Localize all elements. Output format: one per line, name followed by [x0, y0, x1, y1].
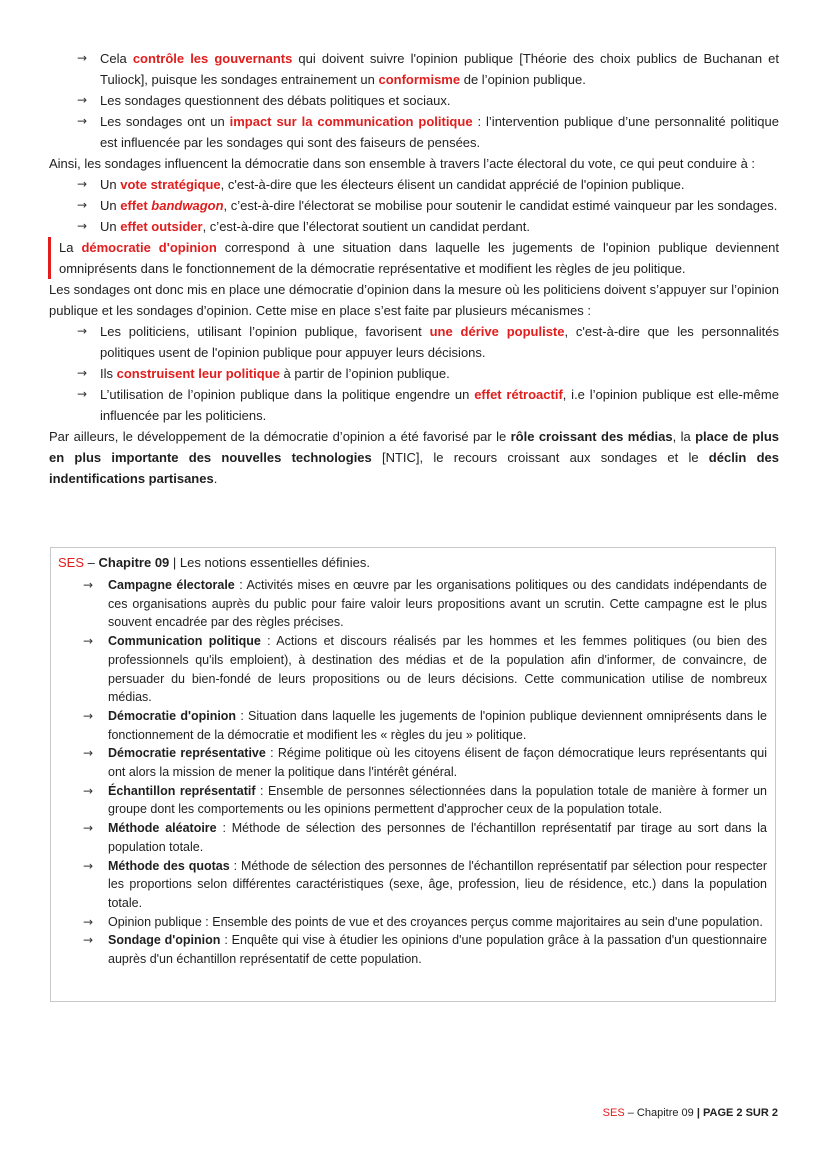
list-item — [49, 111, 779, 153]
text: , c’est-à-dire que l’électorat soutient un candidat perdant. — [202, 219, 530, 234]
glossary-item — [58, 576, 767, 632]
glossary-definition: : Ensemble de personnes sélectionnées dans la population totale de manière à former un groupe dont les comportements ou les opinions permettent d'approcher ceux de la population totale. — [108, 783, 767, 817]
text: Les politiciens, utilisant l’opinion publique, favorisent — [100, 324, 430, 339]
arrow-icon: → — [77, 177, 88, 191]
text: , c’est-à-dire l'électorat se mobilise pour soutenir le candidat estimé vainqueur par les sondages. — [223, 198, 778, 213]
footer-separator: | — [693, 1107, 703, 1119]
highlight: effet — [120, 198, 152, 213]
text: [NTIC], le recours croissant aux sondages et le — [371, 450, 709, 465]
glossary-item — [58, 913, 767, 932]
highlight: impact sur la communication politique — [229, 114, 473, 129]
glossary-list — [58, 576, 767, 969]
mechanism-list — [49, 321, 779, 426]
glossary-definition: : Situation dans laquelle les jugements de l'opinion publique deviennent omniprésents dans le fonctionnement de la démocratie et modifient les « règles du jeu » politique. — [108, 708, 768, 742]
arrow-icon: → — [77, 93, 88, 107]
arrow-icon: → — [83, 708, 94, 723]
glossary-term: Campagne électorale — [108, 578, 235, 592]
glossary-definition: : Régime politique où les citoyens élisent de façon démocratique leurs représentants qui ont alors la mission de mener la politique dans l'intérêt général. — [108, 746, 767, 780]
glossary-item — [58, 819, 767, 856]
paragraph-sondages: Les sondages ont donc mis en place une démocratie d’opinion dans la mesure où les politiciens doivent s’appuyer sur l’opinion publique et les sondages d’opinion. Cette mise en place s’est faite par plusieurs mécanismes : — [49, 282, 779, 318]
text: Par ailleurs, le développement de la démocratie d’opinion a été favorisé par le — [49, 429, 511, 444]
glossary-box — [50, 547, 776, 1002]
text: qui doivent suivre l'opinion publique [Théorie des choix publics de Buchanan et Tuliock], puisque les sondages entrainement un — [100, 51, 780, 87]
highlight: une dérive populiste — [429, 324, 565, 339]
glossary-term: Échantillon représentatif — [108, 783, 256, 798]
highlight: conformisme — [378, 72, 461, 87]
text: Un — [100, 219, 121, 234]
highlight: effet rétroactif — [474, 387, 563, 402]
highlight: vote stratégique — [120, 177, 221, 192]
text: Les sondages ont un — [100, 114, 230, 129]
title-rest: | Les notions essentielles définies. — [169, 555, 370, 570]
glossary-item — [58, 782, 767, 819]
page-footer — [603, 1107, 778, 1119]
bold-text: déclin des indentifications partisanes — [49, 450, 779, 486]
glossary-term: Méthode aléatoire — [108, 821, 217, 836]
highlight: démocratie d'opinion — [81, 240, 217, 255]
text: Cela — [100, 51, 133, 66]
glossary-item — [58, 744, 767, 781]
arrow-icon: → — [83, 746, 94, 761]
text: Un — [100, 177, 121, 192]
arrow-icon: → — [77, 198, 88, 212]
arrow-icon: → — [77, 51, 88, 65]
glossary-definition: Opinion publique : Ensemble des points de vue et des croyances perçus comme majoritaires au sein d'une population. — [108, 914, 763, 929]
list-item — [49, 384, 779, 426]
glossary-item — [58, 857, 767, 913]
highlight-italic: bandwagon — [151, 198, 224, 213]
vote-list — [49, 174, 779, 237]
list-item — [49, 174, 779, 195]
glossary-item — [58, 632, 767, 707]
arrow-icon: → — [83, 914, 94, 929]
text: , c'est-à-dire que les électeurs élisent un candidat apprécié de l'opinion publique. — [220, 177, 685, 192]
bold-text: rôle croissant des médias — [510, 429, 673, 444]
glossary-definition: : Actions et discours réalisés par les hommes et les femmes politiques (ou bien des professionnels qu'ils emploient), à destination des médias et de la population afin d'informer, de convaincre, de persuader du bien-fondé de leurs propositions ou de leurs décisions. Cette communication utilise de nombreux médias. — [108, 634, 767, 705]
highlight: contrôle les gouvernants — [132, 51, 293, 66]
text: : l’intervention publique d’une personnalité politique est influencée par les sondages qui sont des faiseurs de pensées. — [100, 114, 779, 150]
text: Ils — [100, 366, 117, 381]
definition-callout — [48, 237, 779, 279]
text: , la — [672, 429, 696, 444]
page-number: PAGE 2 SUR 2 — [703, 1107, 778, 1119]
arrow-icon: → — [77, 387, 88, 401]
paragraph-ainsi: Ainsi, les sondages influencent la démocratie dans son ensemble à travers l’acte électoral du vote, ce qui peut conduire à : — [49, 156, 756, 171]
glossary-definition: : Enquête qui vise à étudier les opinions d'une population grâce à la passation d'un questionnaire auprès d'un échantillon représentatif de cette population. — [108, 933, 768, 967]
arrow-icon: → — [83, 933, 94, 948]
glossary-item — [58, 931, 767, 968]
glossary-term: Démocratie d'opinion — [108, 708, 237, 723]
text: Les sondages questionnent des débats politiques et sociaux. — [100, 93, 451, 108]
highlight: construisent leur politique — [116, 366, 280, 381]
glossary-definition: : Méthode de sélection des personnes de l'échantillon représentatif par tirage au sort dans la population totale. — [108, 821, 767, 854]
glossary-term: Sondage d'opinion — [108, 933, 221, 948]
arrow-icon: → — [83, 578, 94, 592]
paragraph-final — [49, 426, 779, 489]
glossary-term: Démocratie représentative — [108, 746, 266, 761]
footer-chapter: Chapitre 09 — [636, 1107, 694, 1119]
glossary-item — [58, 707, 767, 744]
footer-subject: SES — [602, 1107, 625, 1119]
highlight: effet outsider — [120, 219, 203, 234]
arrow-icon: → — [77, 219, 88, 233]
arrow-icon: → — [83, 821, 94, 836]
list-item — [49, 90, 779, 111]
arrow-icon: → — [77, 114, 88, 128]
glossary-definition: : Méthode de sélection des personnes de l'échantillon représentatif par sélection pour respecter les proportions selon différentes caractéristiques (sexe, âge, profession, lieu de résidence, etc.) dans la population totale. — [108, 858, 768, 910]
list-item — [49, 321, 779, 363]
glossary-title — [58, 554, 767, 572]
bold-text: place de plus en plus importante des nouvelles technologies — [49, 429, 779, 465]
text: , i.e l’opinion publique est elle-même influencée par les politiciens. — [100, 387, 779, 423]
text: , c'est-à-dire que les personnalités politiques usent de l'opinion publique pour appuyer leurs décisions. — [100, 324, 779, 360]
text: de l’opinion publique. — [460, 72, 586, 87]
text: correspond à une situation dans laquelle les jugements de l'opinion publique deviennent omniprésents dans le fonctionnement de la démocratie représentative et modifient les règles de jeu politique. — [59, 240, 780, 276]
subject-label: SES — [58, 555, 85, 570]
page-body — [49, 48, 779, 489]
arrow-icon: → — [77, 366, 88, 380]
text: . — [213, 471, 218, 486]
arrow-icon: → — [83, 783, 94, 798]
list-item — [49, 363, 779, 384]
glossary-term: Méthode des quotas — [108, 858, 230, 873]
footer-dash: – — [624, 1107, 637, 1119]
glossary-definition: : Activités mises en œuvre par les organisations politiques ou des candidats indépendants de ces organisations auprès du public pour faire valoir leurs propositions avant un scrutin. Cette campagne est le plus souvent encadrée par des règles précises. — [108, 578, 768, 630]
text: à partir de l’opinion publique. — [279, 366, 450, 381]
list-item — [49, 48, 779, 90]
arrow-icon: → — [83, 858, 94, 873]
text: L’utilisation de l’opinion publique dans la politique engendre un — [100, 387, 475, 402]
chapter-label: Chapitre 09 — [98, 555, 170, 570]
text: La — [59, 240, 82, 255]
text: Un — [100, 198, 121, 213]
intro-list — [49, 48, 779, 153]
arrow-icon: → — [83, 634, 94, 649]
list-item — [49, 195, 779, 216]
list-item — [49, 216, 779, 237]
arrow-icon: → — [77, 324, 88, 338]
glossary-term: Communication politique — [108, 634, 261, 649]
title-dash: – — [84, 555, 99, 570]
